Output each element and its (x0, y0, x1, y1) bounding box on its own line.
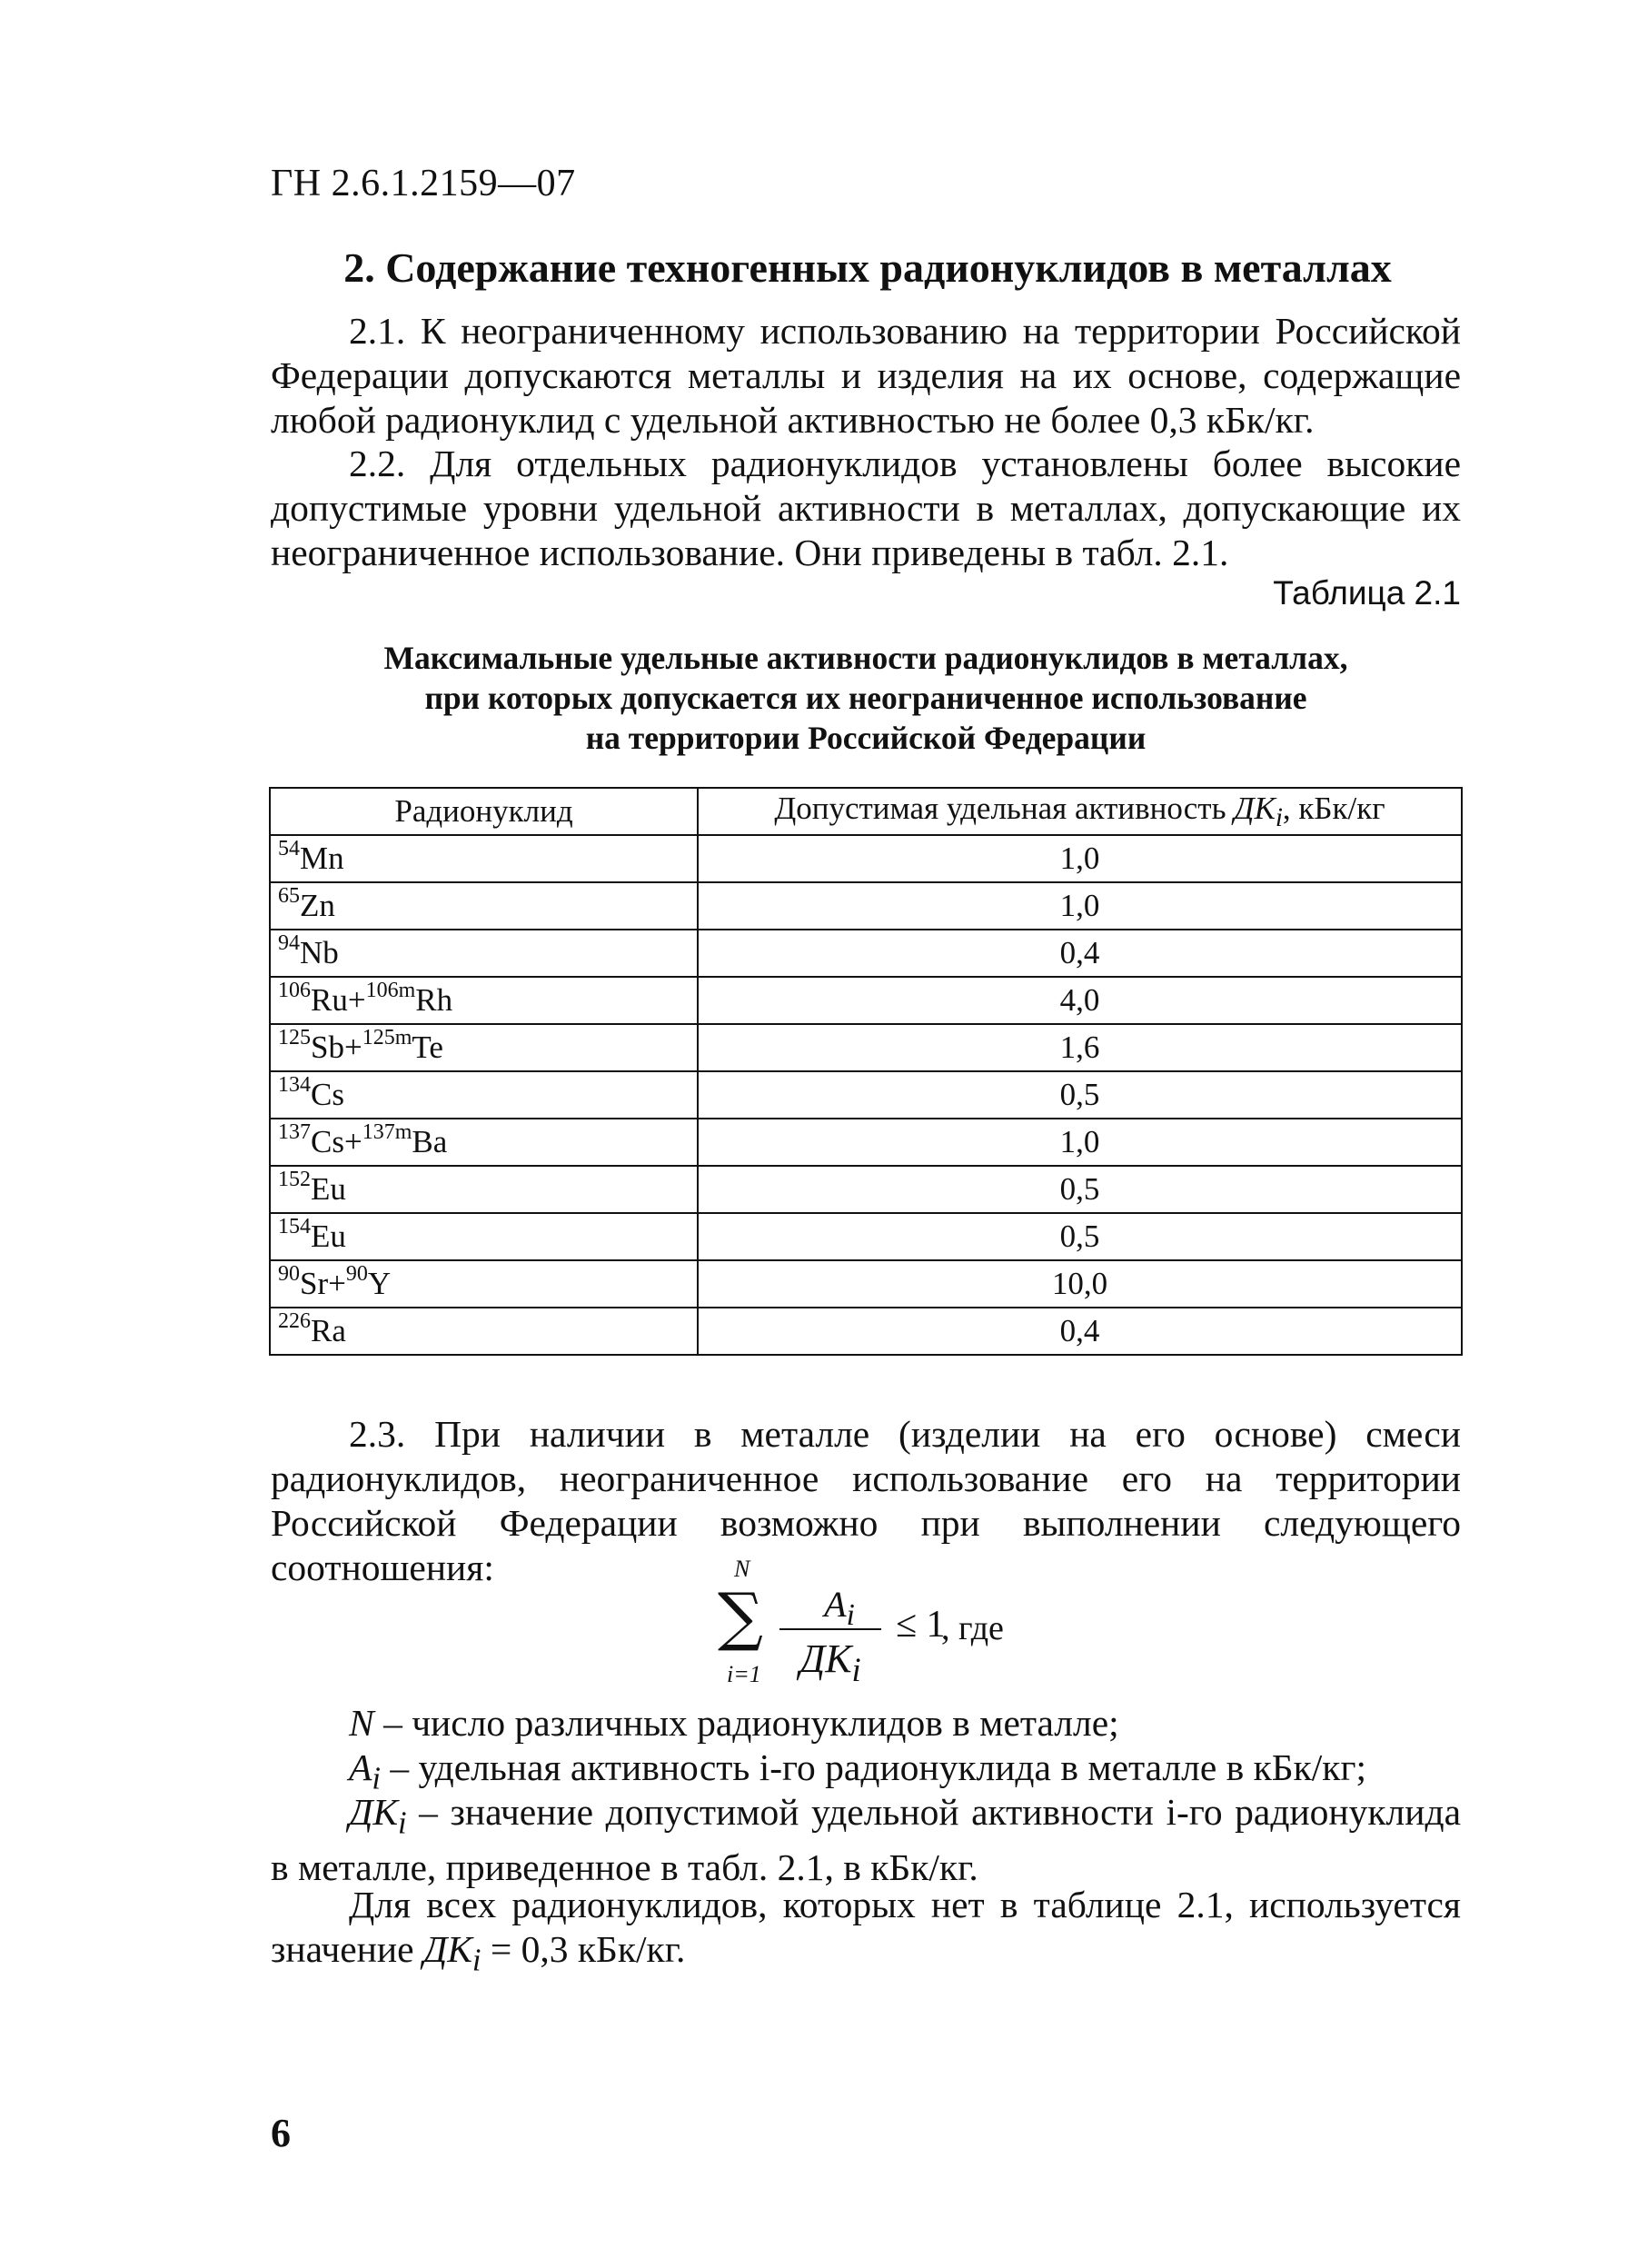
definition-subscript: i (372, 1761, 381, 1796)
header-value-text: Допустимая удельная активность (774, 790, 1235, 826)
nuclide-cell (270, 1213, 698, 1260)
nuclide-cell (270, 835, 698, 882)
mass-number: 106m (365, 979, 416, 1003)
activity-value-cell: 0,5 (698, 1166, 1462, 1213)
table-caption-line: Максимальные удельные активности радионуклидов в металлах, (383, 640, 1348, 676)
header-value-subscript: i (1275, 802, 1283, 832)
activity-value-cell: 1,0 (698, 835, 1462, 882)
mass-number: 125m (362, 1026, 412, 1050)
nuclide-cell (270, 1308, 698, 1355)
element-symbol: Te (412, 1030, 443, 1065)
table-caption (271, 638, 1461, 758)
table-caption-line: на территории Российской Федерации (585, 720, 1147, 756)
nuclide-cell (270, 1260, 698, 1308)
table-row (270, 1071, 1462, 1119)
nuclide-cell (270, 1071, 698, 1119)
element-symbol: Ba (412, 1124, 448, 1159)
sum-formula (718, 1556, 1045, 1692)
mass-number: 94 (278, 931, 300, 956)
paragraph-2-1: 2.1. К неограниченному использованию на территории Российской Федерации допускаются металлы и изделия на их основе, содержащие любой радионуклид с удельной активностью не более 0,3 кБк/кг. (271, 310, 1461, 441)
definition-text: – число различных радионуклидов в металле; (373, 1702, 1119, 1744)
table-row (270, 835, 1462, 882)
final-subscript: i (472, 1943, 481, 1978)
element-symbol: Nb (300, 935, 339, 970)
definition-symbol: N (349, 1702, 374, 1744)
formula-where: , где (941, 1609, 1004, 1647)
final-text-after: = 0,3 кБк/кг. (481, 1928, 686, 1970)
element-symbol: Ra (311, 1313, 346, 1348)
nuclide-cell (270, 1119, 698, 1166)
definition-dk (271, 1790, 1461, 1890)
final-paragraph (271, 1883, 1461, 1983)
section-title: 2. Содержание техногенных радионуклидов в металлах (343, 244, 1392, 291)
numerator-subscript: i (846, 1598, 855, 1632)
element-symbol: Eu (311, 1171, 346, 1207)
element-symbol: Sb+ (311, 1030, 362, 1065)
definition-symbol: ДК (349, 1791, 398, 1833)
table-row (270, 882, 1462, 930)
sigma-symbol: ∑ (718, 1579, 763, 1654)
table-row (270, 1260, 1462, 1308)
document-code: ГН 2.6.1.2159—07 (271, 163, 576, 204)
mass-number: 137m (362, 1120, 412, 1145)
element-symbol: Eu (311, 1219, 346, 1254)
element-symbol: Sr+ (300, 1266, 346, 1301)
element-symbol: Zn (300, 888, 335, 923)
nuclide-cell (270, 1166, 698, 1213)
table-row (270, 930, 1462, 977)
activity-value-cell: 10,0 (698, 1260, 1462, 1308)
element-symbol: Ru+ (311, 982, 366, 1018)
denominator-subscript: i (851, 1650, 861, 1688)
page-number: 6 (271, 2111, 291, 2155)
formula-denominator (776, 1636, 885, 1689)
paragraph-2-2: 2.2. Для отдельных радионуклидов установлены более высокие допустимые уровни удельной активности в металлах, допускающие их неограниченное использование. Они приведены в табл. 2.1. (271, 443, 1461, 573)
table-row (270, 977, 1462, 1024)
element-symbol: Cs+ (311, 1124, 362, 1159)
mass-number: 125 (278, 1026, 311, 1050)
final-symbol: ДК (422, 1928, 472, 1970)
header-nuclide: Радионуклид (270, 788, 698, 835)
mass-number: 65 (278, 884, 300, 909)
paragraph-2-3: 2.3. При наличии в металле (изделии на его основе) смеси радионуклидов, неограниченное использование его на территории Российской Федерации возможно при выполнении следующего соотношения: (271, 1413, 1461, 1588)
nuclide-cell (270, 882, 698, 930)
header-value (698, 788, 1462, 835)
nuclide-cell (270, 977, 698, 1024)
fraction-line (779, 1628, 881, 1630)
element-symbol: Y (367, 1266, 392, 1301)
denominator-symbol: ДК (799, 1636, 852, 1681)
formula-relation: ≤ 1 (896, 1604, 946, 1646)
definition-n (271, 1701, 1461, 1746)
header-value-symbol: ДК (1234, 790, 1276, 826)
activity-value-cell: 4,0 (698, 977, 1462, 1024)
header-value-units: , кБк/кг (1282, 790, 1385, 826)
mass-number: 90 (345, 1262, 368, 1287)
table-row (270, 1166, 1462, 1213)
table-row (270, 1024, 1462, 1071)
nuclide-cell (270, 930, 698, 977)
element-symbol: Rh (415, 982, 453, 1018)
mass-number: 137 (278, 1120, 311, 1145)
element-symbol: Mn (300, 841, 344, 876)
table-row (270, 1119, 1462, 1166)
definition-subscript: i (397, 1805, 407, 1841)
table-row (270, 1308, 1462, 1355)
activity-value-cell: 0,4 (698, 1308, 1462, 1355)
formula-numerator (796, 1583, 883, 1633)
table-row (270, 1213, 1462, 1260)
numerator-symbol: A (824, 1584, 847, 1625)
final-text-before: Для всех радионуклидов, которых нет в таблице 2.1, используется значение (271, 1884, 1461, 1970)
table-caption-line: при которых допускается их неограниченное использование (424, 680, 1307, 716)
mass-number: 90 (278, 1262, 300, 1287)
activity-value-cell: 0,4 (698, 930, 1462, 977)
definition-symbol: A (349, 1746, 372, 1788)
mass-number: 226 (278, 1309, 311, 1334)
definition-text: – значение допустимой удельной активности i-го радионуклида в металле, приведенное в табл. 2.1, в кБк/кг. (271, 1791, 1461, 1889)
activity-value-cell: 1,6 (698, 1024, 1462, 1071)
activity-value-cell: 1,0 (698, 1119, 1462, 1166)
table-header-row (270, 788, 1462, 835)
table-number: Таблица 2.1 (1273, 574, 1461, 612)
activity-value-cell: 0,5 (698, 1071, 1462, 1119)
element-symbol: Cs (311, 1077, 344, 1112)
sum-lower-limit: i=1 (727, 1661, 761, 1687)
nuclide-table (269, 787, 1463, 1356)
sum-upper-limit: N (734, 1556, 750, 1582)
mass-number: 154 (278, 1215, 311, 1239)
mass-number: 54 (278, 837, 300, 861)
activity-value-cell: 0,5 (698, 1213, 1462, 1260)
mass-number: 152 (278, 1168, 311, 1192)
definition-text: – удельная активность i-го радионуклида в металле в кБк/кг; (380, 1746, 1367, 1788)
activity-value-cell: 1,0 (698, 882, 1462, 930)
mass-number: 106 (278, 979, 311, 1003)
nuclide-cell (270, 1024, 698, 1071)
mass-number: 134 (278, 1073, 311, 1098)
